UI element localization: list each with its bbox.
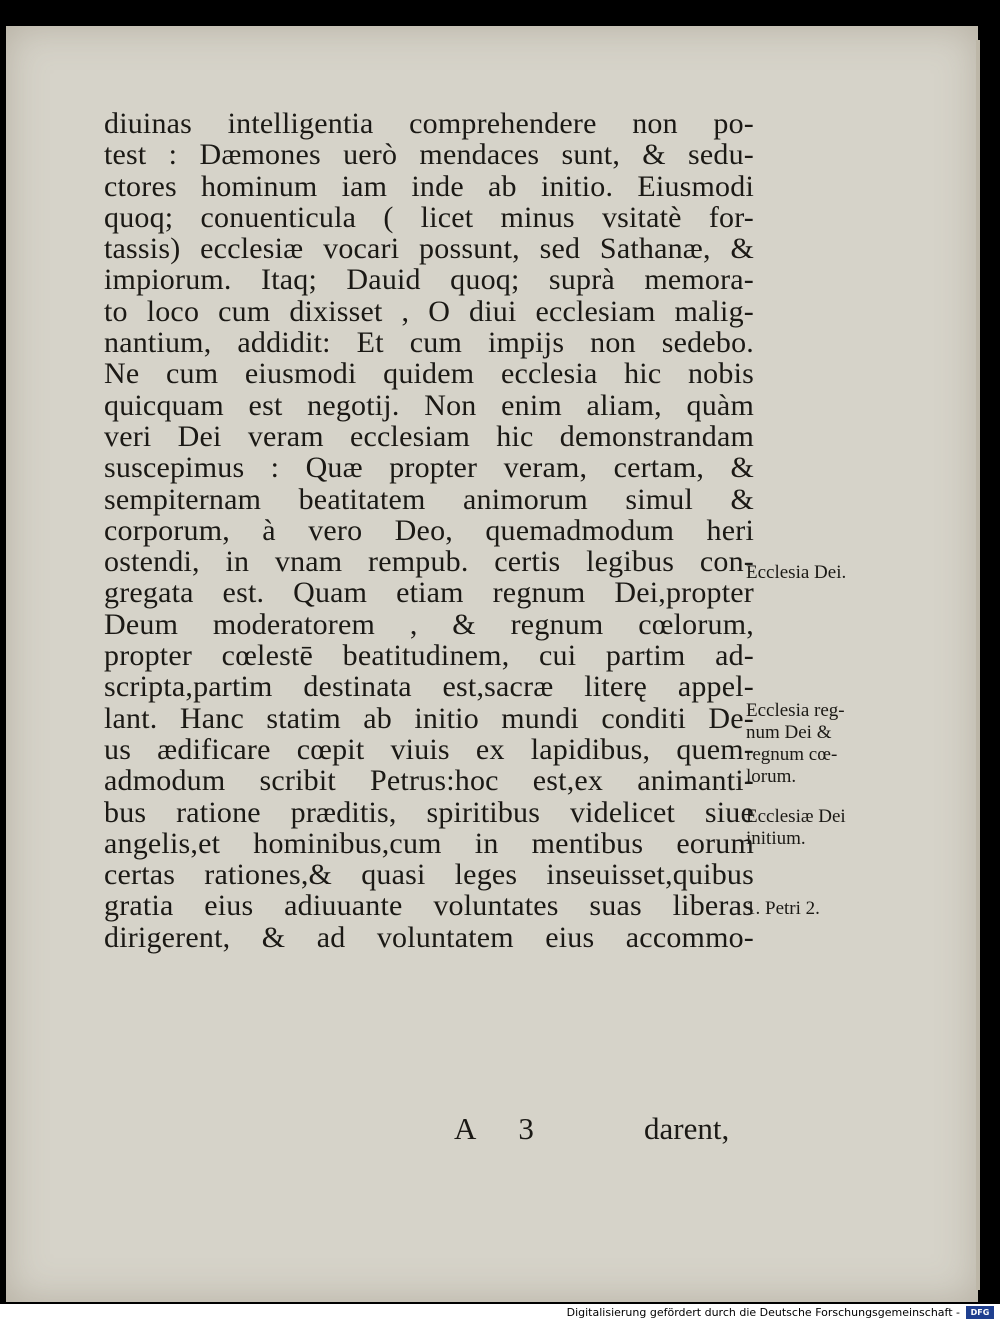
text-line: tassis) ecclesiæ vocari possunt, sed Sathanæ, & bbox=[104, 232, 754, 266]
text-line: nantium, addidit: Et cum impijs non sedebo. bbox=[104, 326, 754, 360]
text-line: veri Dei veram ecclesiam hic demonstrandam bbox=[104, 419, 754, 453]
text-line: corporum, à vero Deo, quemadmodum heri bbox=[104, 513, 754, 547]
text-line: test : Dæmones uerò mendaces sunt, & sedu- bbox=[104, 138, 754, 172]
text-line: gratia eius adiuuante voluntates suas liberas bbox=[104, 889, 754, 923]
margin-note-initium bbox=[746, 806, 886, 850]
text-line: us ædificare cœpit viuis ex lapidibus, quem- bbox=[104, 732, 754, 766]
body-text bbox=[104, 108, 754, 953]
footer-bar bbox=[0, 1304, 1000, 1322]
text-line: angelis,et hominibus,cum in mentibus eorum bbox=[104, 826, 754, 860]
margin-note-ecclesia-dei bbox=[746, 562, 886, 584]
footer-credit: Digitalisierung gefördert durch die Deutsche Forschungsgemeinschaft - bbox=[566, 1306, 960, 1319]
text-line: lant. Hanc statim ab initio mundi conditi De- bbox=[104, 701, 754, 735]
margin-note-line: num Dei & bbox=[746, 722, 832, 743]
text-line: admodum scribit Petrus:hoc est,ex animanti- bbox=[104, 764, 754, 798]
margin-note-line: Ecclesia Dei. bbox=[746, 562, 847, 583]
margin-note-line: Ecclesia reg- bbox=[746, 700, 845, 721]
text-line: sempiternam beatitatem animorum simul & bbox=[104, 482, 754, 516]
text-line: quicquam est negotij. Non enim aliam, quàm bbox=[104, 388, 754, 422]
margin-note-line: initium. bbox=[746, 828, 806, 849]
signature-mark: A 3 bbox=[454, 1111, 552, 1146]
text-line: Deum moderatorem , & regnum cœlorum, bbox=[104, 607, 754, 641]
text-line: ostendi, in vnam rempub. certis legibus con- bbox=[104, 545, 754, 579]
margin-note-regnum bbox=[746, 700, 886, 788]
text-line: bus ratione præditis, spiritibus videlicet siue bbox=[104, 795, 754, 829]
margin-note-line: 1. Petri 2. bbox=[746, 898, 820, 919]
text-line: impiorum. Itaq; Dauid quoq; suprà memora- bbox=[104, 263, 754, 297]
text-line: suscepimus : Quæ propter veram, certam, & bbox=[104, 451, 754, 485]
text-line: diuinas intelligentia comprehendere non po- bbox=[104, 107, 754, 140]
text-line: Ne cum eiusmodi quidem ecclesia hic nobis bbox=[104, 357, 754, 391]
text-line: to loco cum dixisset , O diui ecclesiam malig- bbox=[104, 294, 754, 328]
catchword: darent, bbox=[644, 1111, 730, 1146]
margin-note-petri bbox=[746, 898, 886, 920]
text-line: gregata est. Quam etiam regnum Dei,propter bbox=[104, 576, 754, 610]
text-line: propter cœlestē beatitudinem, cui partim ad- bbox=[104, 639, 754, 673]
page-edge bbox=[976, 40, 980, 1290]
text-line: dirigerent, & ad voluntatem eius accommo- bbox=[104, 920, 754, 954]
dfg-logo: DFG bbox=[966, 1306, 994, 1319]
margin-note-line: Ecclesiæ Dei bbox=[746, 806, 846, 827]
margin-note-line: lorum. bbox=[746, 766, 797, 787]
margin-note-line: regnum cœ- bbox=[746, 744, 838, 765]
text-line: ctores hominum iam inde ab initio. Eiusmodi bbox=[104, 169, 754, 203]
text-line: quoq; conuenticula ( licet minus vsitatè for- bbox=[104, 200, 754, 234]
text-line: certas rationes,& quasi leges inseuisset,quibus bbox=[104, 858, 754, 892]
text-line: scripta,partim destinata est,sacræ literę appel- bbox=[104, 670, 754, 704]
